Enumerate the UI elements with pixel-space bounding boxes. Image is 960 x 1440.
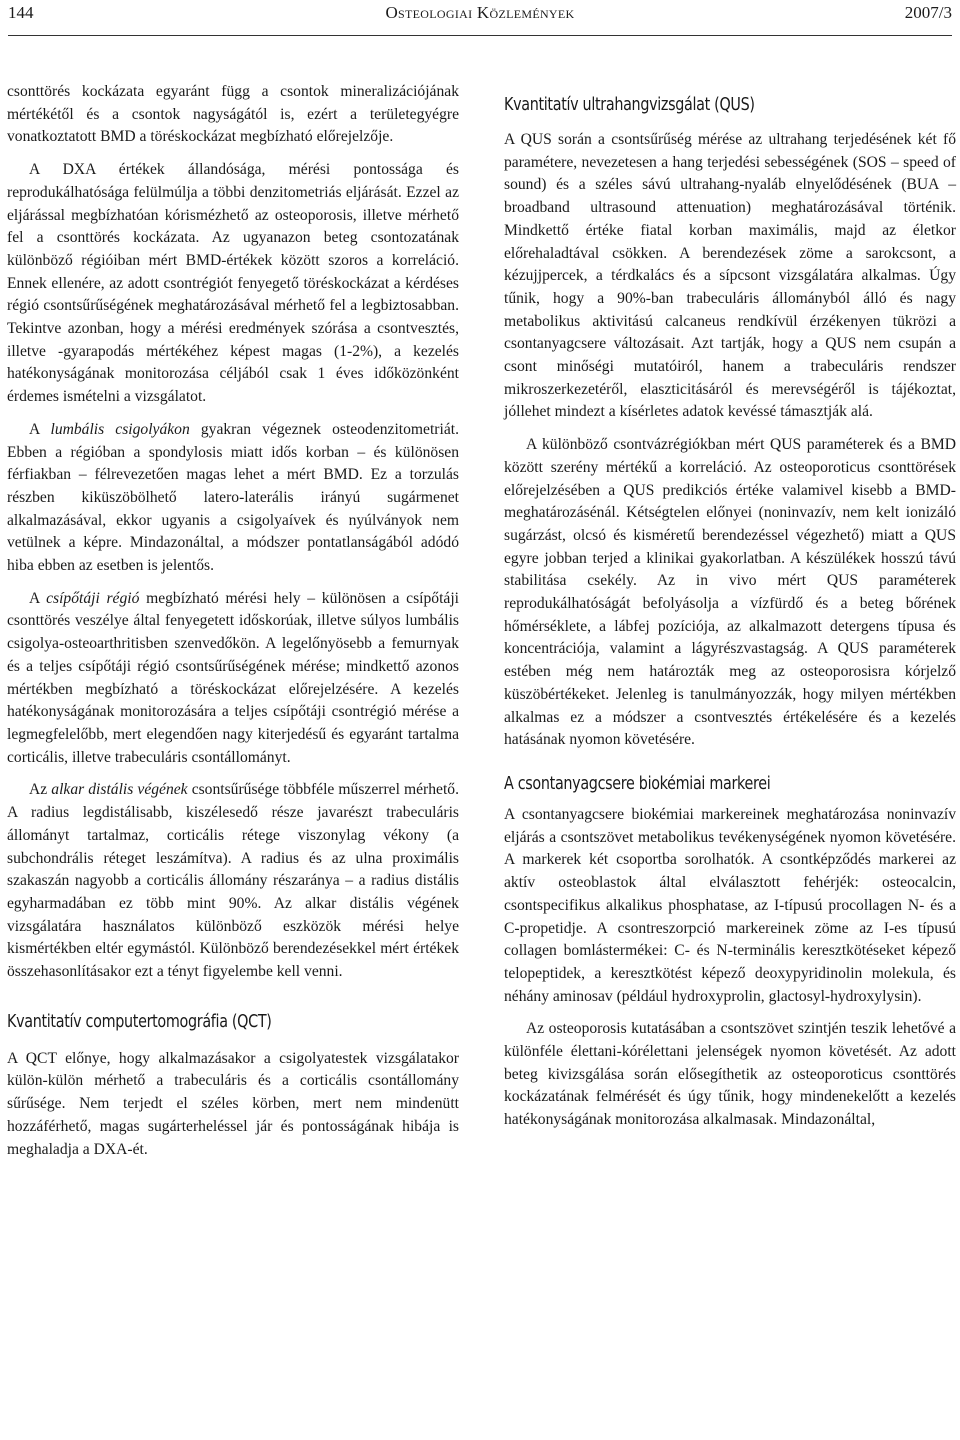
emphasis: csípőtáji régió — [46, 589, 140, 607]
section-heading-markers: A csontanyagcsere biokémiai markerei — [504, 773, 771, 794]
paragraph: A DXA értékek állandósága, mérési pontossága és reprodukálhatósága felülmúlja a többi denzitometriás eljárását. Ezzel az eljárással megbízhatóan kórismézhető az osteoporosis, illetve mérhető fel a csonttörés kockázata. Az ugyanazon beteg csontozatának különböző régióiban mért BMD-értékek között szoros a korreláció. Ennek ellenére, az adott csontrégiót fenyegető töréskockázat a kérdéses régió csontsűrűségének meghatározásával mérhető fel a legbiztosabban. Tekintve azonban, hogy a mérési eredmények szórása a csontvesztés, illetve -gyarapodás mértékéhez képest magas (1-2%), a kezelés hatékonyságának monitorozása céljából csak 1 éves időközönként érdemes ismételni a vizsgálatot. — [7, 161, 459, 406]
emphasis: alkar distális végének — [51, 781, 188, 799]
paragraph: A különböző csontvázrégiókban mért QUS paraméterek és a BMD között szerény mértékű a korreláció. Az osteoporoticus csonttörések előrejelzésében a QUS predikciós értéke valamivel kisebb a BMD-meghatározásénál. Kétségtelen előnyei (noninvazív, nem kelt ionizáló sugárzást, olcsó és kisméretű berendezéssel végezhető) miatt a QUS egyre jobban terjed a klinikai gyakorlatban. A készülékek hosszú távú stabilitása csekély. Az in vivo mért QUS paraméterek reprodukálhatóságát befolyásolja a vízfürdő és a beteg bőrének hőmérséklete, a lábfej pozíciója, az alkalmazott detergens típusa és koncentrációja, valamint a lágyrészvastagság. A QUS paraméterek estében még nem határozták meg az osteoporosisra kórjelző küszöbértékeket. Jelenleg is tanulmányozzák, hogy milyen mértékben alkalmas ez a módszer a csontvesztés értékelésére és a kezelés hatásának nyomon követésére. — [504, 436, 956, 749]
section-heading-qct: Kvantitatív computertomográfia (QCT) — [7, 1011, 272, 1032]
right-column — [504, 93, 956, 1132]
paragraph: A QUS során a csontsűrűség mérése az ultrahang terjedésének két fő paramétere, nevezetesen a hang terjedési sebességének (SOS – speed of sound) és a széles sávú ultrahang-nyaláb elnyelődésének (BUA – broadband ultrasound attenuation) meghatározásával történik. Mindkettő értéke fiatal korban maximális, majd az életkor előrehaladtával csökken. A berendezések zöme a sarokcsont, a kézujjpercek, a térdkalács és a sípcsont vizsgálatára alkalmas. Úgy tűnik, hogy a 90%-ban trabeculáris állományból álló és nagy metabolikus aktivitású calcaneus rendkívül érzékenyen tükrözi a csontanyagcsere változásait. Azt tartják, hogy a QUS nem csupán a csont minőségi mutatóiról, hanem a trabeculáris rendszer mikroszerkezetéről, elaszticitásáról és merevségéről is tájékoztat, jóllehet mindezt a kísérletes adatok kevéssé támasztják alá. — [504, 131, 956, 421]
paragraph: A lumbális csigolyákon gyakran végeznek osteodenzitometriát. Ebben a régióban a spondylosis miatt idős korban – és különösen férfiakban – félrevezetően magas lehet a mért BMD. Ez a torzulás részben kiküszöbölhető latero-laterális irányú sugármenet alkalmazásával, ekkor ugyanis a csigolyaívek és nyúlványok nem vetülnek a képre. Mindazonáltal, a módszer pontatlanságából adódó hiba ebben az esetben is jelentős. — [7, 420, 459, 575]
paragraph: csonttörés kockázata egyaránt függ a csontok mineralizációjának mértékétől és a csontok nagyságától is, ezért a területegyégre vonatkoztatott BMD a töréskockázat megbízható előrejelzője. — [7, 83, 459, 146]
issue-number: 2007/3 — [904, 3, 952, 22]
paragraph: A QCT előnye, hogy alkalmazásakor a csigolyatestek vizsgálatakor külön-külön mérhető a trabeculáris és a corticális csontállomány sűrűsége. Nem terjedt el széles körben, mert nem mindenütt hozzáférhető, magas sugárterheléssel jár és pontosságának hibája is meghaladja a DXA-ét. — [7, 1049, 459, 1158]
header-rule — [8, 35, 952, 36]
page-number: 144 — [8, 3, 34, 22]
running-header — [8, 0, 952, 30]
paragraph: A csontanyagcsere biokémiai markereinek meghatározása noninvazív eljárás a csontszövet metabolikus tevékenységének nyomon követésére. A markerek két csoportba sorolhatók. A csontképződés markerei az aktív osteoblastok által elválasztott fehérjék: osteocalcin, csontspecifikus alkalikus phosphatase, az I-típusú procollagen N- és a C-propetidje. A csontreszorpció markereinek zöme az I-es típusú collagen bomlástermékei: C- és N-terminális keresztkötéseket képező telopeptidek, a keresztkötést képező deoxypyridinolin molekula, és néhány aminosav (például hydroxyprolin, glactosyl-hydroxylysin). — [504, 805, 956, 1005]
paragraph: A csípőtáji régió megbízható mérési hely – különösen a csípőtáji csonttörés veszélye által fenyegetett időskorúak, illetve súlyos lumbális csigolya-osteoarthritisben szenvedőkön. A legelőnyösebb a femurnyak és a teljes csípőtáji régió csontsűrűségének mérése; mindkettő azonos mértékben megbízható a töréskockázat előrejelzésére. A kezelés hatékonyságának monitorozására a teljes csípőtáji csontrégió mérése a legmegfelelőbb, mert elegendően nagy kiterjedésű és egyaránt tartalma corticális, illetve trabeculáris csontállományt. — [7, 589, 459, 766]
section-heading-qus: Kvantitatív ultrahangvizsgálat (QUS) — [504, 95, 755, 115]
paragraph: Az osteoporosis kutatásában a csontszövet szintjén teszik lehetővé a különféle élettani-kórélettani jelenségek nyomon követését. Az adott beteg kivizsgálása során elősegíthetik az osteoporoticus csonttörés kockázatának felmérését és úgy tűnik, hogy mindenekelőtt a kezelés hatékonyságának monitorozása alkalmasak. Mindazonáltal, — [504, 1020, 956, 1129]
journal-title: Osteologiai Közlemények — [385, 3, 575, 22]
paragraph: Az alkar distális végének csontsűrűsége többféle műszerrel mérhető. A radius legdistálisabb, kiszélesedő része javarészt trabeculáris állományt tartalmaz, corticális rétege viszonylag vékony (a subchondrális réteget leszámítva). A radius és az ulna proximális szakaszán nagyobb a corticális állomány részaránya – a radius distális egyharmadában ez több mint 90%. Az alkar distális végének vizsgálatára használatos különböző eszközök mérési helye kismértékben eltér egymástól. Különböző berendezésekkel mért értékek összehasonlításakor ezt a tényt figyelembe kell venni. — [7, 781, 459, 981]
emphasis: lumbális csigolyákon — [50, 420, 190, 438]
left-column — [7, 81, 459, 1161]
